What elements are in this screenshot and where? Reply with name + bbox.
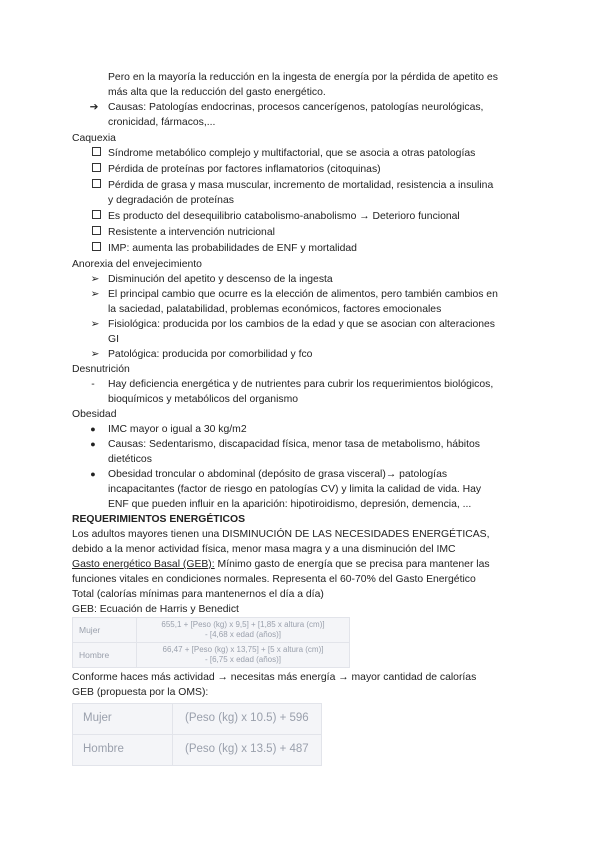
formula-cell xyxy=(137,618,350,643)
formula-line: - [6,75 x edad (años)] xyxy=(204,655,282,664)
dash-bullet-icon: - xyxy=(91,379,95,390)
caquexia-heading: Caquexia xyxy=(72,133,116,144)
obesidad-item: IMC mayor o igual a 30 kg/m2 xyxy=(108,424,247,435)
desnutricion-line-2: bioquímicos y metabólicos del organismo xyxy=(108,394,299,405)
caquexia-item: Pérdida de proteínas por factores inflamatorios (citoquinas) xyxy=(108,164,381,175)
anorexia-item-continuation: GI xyxy=(108,334,119,345)
checkbox-icon xyxy=(89,241,103,257)
oms-title: GEB (propuesta por la OMS): xyxy=(72,687,209,698)
table-row xyxy=(73,735,322,766)
table-row xyxy=(73,643,350,668)
checkbox-icon xyxy=(89,146,103,162)
obesidad-item-continuation: incapacitantes (factor de riesgo en patologías CV) y limita la calidad de vida. Hay xyxy=(108,484,482,495)
checkbox-icon xyxy=(89,178,103,194)
arrow-bullet-icon: ➔ xyxy=(89,102,99,113)
intro-line-2: más alta que la reducción del gasto energético. xyxy=(108,87,326,98)
desnutricion-line-1: Hay deficiencia energética y de nutrientes para cubrir los requerimientos biológicos, xyxy=(108,379,494,390)
obesidad-item-continuation: dietéticos xyxy=(108,454,152,465)
table-row xyxy=(73,618,350,643)
obesidad-item: Causas: Sedentarismo, discapacidad física, menor tasa de metabolismo, hábitos xyxy=(108,439,480,450)
requerimientos-heading: REQUERIMIENTOS ENERGÉTICOS xyxy=(72,514,246,525)
anorexia-item: El principal cambio que ocurre es la elección de alimentos, pero también cambios en xyxy=(108,289,498,300)
formula-line: - [4,68 x edad (años)] xyxy=(204,630,282,639)
geb-definition-line-3: Total (calorías mínimas para mantenernos el día a día) xyxy=(72,589,324,600)
caquexia-item: Síndrome metabólico complejo y multifactorial, que se asocia a otras patologías xyxy=(108,148,476,159)
formula-line: 655,1 + [Peso (kg) x 9,5] + [1,85 x altura (cm)] xyxy=(161,620,325,629)
harris-benedict-title: GEB: Ecuación de Harris y Benedict xyxy=(72,604,239,615)
arrowhead-bullet-icon: ➢ xyxy=(90,319,100,330)
geb-term: Gasto energético Basal (GEB): xyxy=(72,559,215,570)
harris-benedict-table xyxy=(72,617,350,668)
bullet-dot-icon: ● xyxy=(90,439,96,449)
caquexia-item: Es producto del desequilibrio catabolismo-anabolismo → Deterioro funcional xyxy=(108,211,460,222)
formula-cell: (Peso (kg) x 10.5) + 596 xyxy=(173,704,322,735)
formula-cell: (Peso (kg) x 13.5) + 487 xyxy=(173,735,322,766)
obesidad-item: Obesidad troncular o abdominal (depósito de grasa visceral)→ patologías xyxy=(108,469,448,480)
table-row xyxy=(73,704,322,735)
bullet-dot-icon: ● xyxy=(90,424,96,434)
formula-line: 66,47 + [Peso (kg) x 13,75] + [5 x altura (cm)] xyxy=(162,645,324,654)
caquexia-item: IMP: aumenta las probabilidades de ENF y mortalidad xyxy=(108,243,357,254)
anorexia-heading: Anorexia del envejecimiento xyxy=(72,259,202,270)
arrowhead-bullet-icon: ➢ xyxy=(90,274,100,285)
anorexia-item-continuation: la saciedad, palatabilidad, problemas económicos, factores emocionales xyxy=(108,304,442,315)
intro-line-1: Pero en la mayoría la reducción en la ingesta de energía por la pérdida de apetito es xyxy=(108,72,498,83)
row-label: Hombre xyxy=(73,735,173,766)
desnutricion-heading: Desnutrición xyxy=(72,364,130,375)
anorexia-item: Fisiológica: producida por los cambios de la edad y que se asocian con alteraciones xyxy=(108,319,495,330)
requerimientos-paragraph-line-2: debido a la menor actividad física, menor masa magra y a una disminución del IMC xyxy=(72,544,456,555)
checkbox-icon xyxy=(89,162,103,178)
caquexia-item-continuation: y degradación de proteínas xyxy=(108,195,234,206)
anorexia-item: Disminución del apetito y descenso de la ingesta xyxy=(108,274,333,285)
caquexia-item: Resistente a intervención nutricional xyxy=(108,227,275,238)
obesidad-heading: Obesidad xyxy=(72,409,117,420)
conforme-line: Conforme haces más actividad → necesitas más energía → mayor cantidad de calorías xyxy=(72,672,477,683)
causas-line-2: cronicidad, fármacos,... xyxy=(108,117,216,128)
row-label: Hombre xyxy=(73,643,137,668)
geb-definition-text: Mínimo gasto de energía que se precisa para mantener las xyxy=(214,559,490,570)
checkbox-icon xyxy=(89,209,103,225)
checkbox-icon xyxy=(89,225,103,241)
requerimientos-paragraph-line-1: Los adultos mayores tienen una DISMINUCIÓN DE LAS NECESIDADES ENERGÉTICAS, xyxy=(72,529,490,540)
causas-line-1: Causas: Patologías endocrinas, procesos cancerígenos, patologías neurológicas, xyxy=(108,102,484,113)
anorexia-item: Patológica: producida por comorbilidad y fco xyxy=(108,349,313,360)
geb-definition-line-1 xyxy=(72,557,490,573)
formula-cell xyxy=(137,643,350,668)
arrowhead-bullet-icon: ➢ xyxy=(90,289,100,300)
oms-table xyxy=(72,703,322,766)
geb-definition-line-2: funciones vitales en condiciones normales. Representa el 60-70% del Gasto Energético xyxy=(72,574,476,585)
obesidad-item-continuation: ENF que pueden influir en la aparición: hipotiroidismo, depresión, demencia, ... xyxy=(108,499,472,510)
bullet-dot-icon: ● xyxy=(90,469,96,479)
caquexia-item: Pérdida de grasa y masa muscular, incremento de mortalidad, resistencia a insulina xyxy=(108,180,494,191)
row-label: Mujer xyxy=(73,618,137,643)
arrowhead-bullet-icon: ➢ xyxy=(90,349,100,360)
row-label: Mujer xyxy=(73,704,173,735)
